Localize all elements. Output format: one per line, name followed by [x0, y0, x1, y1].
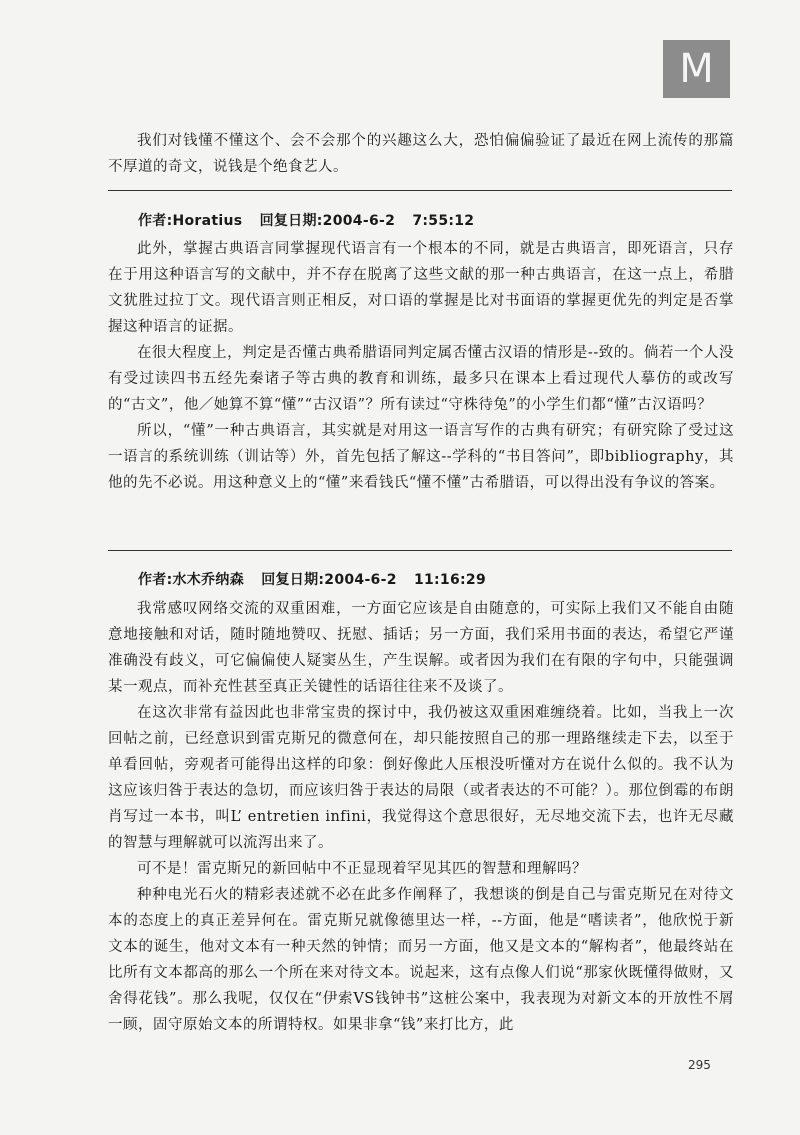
- paragraph: 此外，掌握古典语言同掌握现代语言有一个根本的不同，就是古典语言，即死语言，只存在于用这种语言写的文献中，并不存在脱离了这些文献的那一种古典语言，在这一点上，希腊文犹胜过拉丁文。现代语言则正相反，对口语的掌握是比对书面语的掌握更优先的判定是否掌握这种语言的证据。: [108, 241, 734, 335]
- paragraph: 在这次非常有益因此也非常宝贵的探讨中，我仍被这双重困难缠绕着。比如，当我上一次回帖之前，已经意识到雷克斯兄的微意何在，却只能按照自己的那一理路继续走下去，以至于单看回帖，旁观者可能得出这样的印象：倒好像此人压根没听懂对方在说什么似的。我不认为这应该归咎于表达的急切，而应该归咎于表达的局限（或者表达的不可能？）。那位倒霉的布朗肖写过一本书，叫L’ entretien infini，我觉得这个意思很好，无尽地交流下去，也许无尽藏的智慧与理解就可以流泻出来了。: [108, 705, 734, 851]
- date-label: 回复日期:2004-6-2: [261, 572, 397, 588]
- section-tab: M: [663, 40, 730, 98]
- divider: [108, 550, 732, 551]
- paragraph: 在很大程度上，判定是否懂古典希腊语同判定属否懂古汉语的情形是--致的。倘若一个人没有受过读四书五经先秦诸子等古典的教育和训练，最多只在课本上看过现代人摹仿的或改写的“古文”，他／她算不算“懂”“古汉语”？所有读过“守株待兔”的小学生们都“懂”古汉语吗？: [108, 345, 734, 413]
- paragraph: 可不是！雷克斯兄的新回帖中不正显现着罕见其匹的智慧和理解吗？: [137, 861, 587, 877]
- paragraph: 我常感叹网络交流的双重困难，一方面它应该是自由随意的，可实际上我们又不能自由随意地接触和对话，随时随地赞叹、抚慰、插话；另一方面，我们采用书面的表达，希望它严谨准确没有歧义，可它偏偏使人疑窦丛生，产生误解。或者因为我们在有限的字句中，只能强调某一观点，而补充性甚至真正关键性的话语往往来不及谈了。: [108, 601, 734, 695]
- paragraph: 所以，“懂”一种古典语言，其实就是对用这一语言写作的古典有研究；有研究除了受过这一语言的系统训练（训诂等）外，首先包括了解这--学科的“书目答问”，即bibliography，其他的先不必说。用这种意义上的“懂”来看钱氏“懂不懂”古希腊语，可以得出没有争议的答案。: [108, 423, 734, 491]
- time-label: 7:55:12: [412, 213, 475, 229]
- post-body: [108, 236, 734, 496]
- paragraph: 种种电光石火的精彩表述就不必在此多作阐释了，我想谈的倒是自己与雷克斯兄在对待文本的态度上的真正差异何在。雷克斯兄就像德里达一样，--方面，他是“嗜读者”，他欣悦于新文本的诞生，他对文本有一种天然的钟情；而另一方面，他又是文本的“解构者”，他最终站在比所有文本都高的那么一个所在来对待文本。说起来，这有点像人们说“那家伙既懂得做财，又舍得花钱”。那么我呢，仅仅在“伊索VS钱钟书”这桩公案中，我表现为对新文本的开放性不屑一顾，固守原始文本的所谓特权。如果非拿“钱”来打比方，此: [108, 887, 734, 1033]
- intro-text: [108, 128, 734, 180]
- post-header: [138, 569, 498, 589]
- author-label: 作者:水木乔纳森: [138, 572, 244, 588]
- paragraph: 我们对钱懂不懂这个、会不会那个的兴趣这么大，恐怕偏偏验证了最近在网上流传的那篇不厚道的奇文，说钱是个绝食艺人。: [108, 133, 734, 175]
- time-label: 11:16:29: [413, 572, 486, 588]
- divider: [108, 190, 732, 191]
- post-body: [108, 596, 734, 1038]
- post-header: [138, 210, 486, 230]
- author-label: 作者:Horatius: [138, 213, 243, 229]
- date-label: 回复日期:2004-6-2: [259, 213, 396, 229]
- page-number: 295: [688, 1058, 711, 1072]
